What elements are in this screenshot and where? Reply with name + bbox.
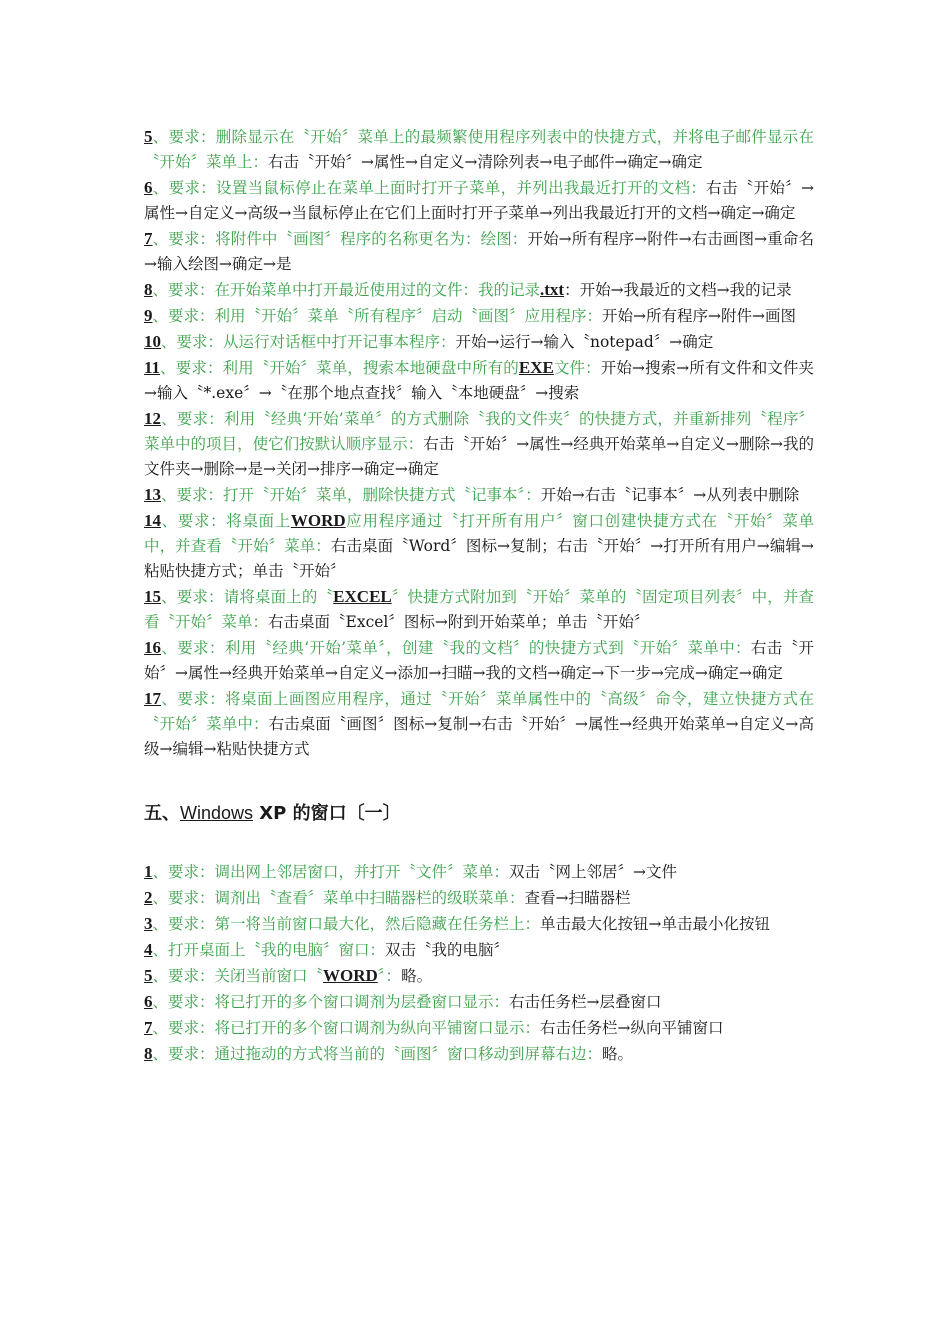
section-heading xyxy=(144,800,814,827)
exercise-requirement: 、要求：在开始菜单中打开最近使用过的文件：我的记录 xyxy=(152,281,541,299)
exercise-requirement: 、要求：删除显示在〝开始〞菜单上的最频繁使用程序列表中的快捷方式，并将电子邮件显示在〝开始〞菜单上： xyxy=(144,128,814,171)
exercise-requirement-continued: 〞快捷方式附加到〝开始〞菜单的〝固定项目列表〞中，并查看〝开始〞菜单： xyxy=(144,588,814,631)
exercise-requirement: 、要求：将桌面上 xyxy=(161,512,291,530)
exercise-requirement: 、要求：利用〝开始〞菜单〝所有程序〞启动〝画图〞应用程序： xyxy=(152,307,603,325)
exercise-number: 17 xyxy=(144,689,161,708)
exercise-answer: 双击〝网上邻居〞→文件 xyxy=(509,863,678,881)
exercise-requirement: 、要求：设置当鼠标停止在菜单上面时打开子菜单，并列出我最近打开的文档： xyxy=(152,179,707,197)
exercise-number: 5 xyxy=(144,966,153,985)
exercise-number: 7 xyxy=(144,229,153,248)
exercise-keyword: WORD xyxy=(323,966,378,985)
exercise-item xyxy=(144,482,814,508)
exercise-item xyxy=(144,1015,814,1041)
exercise-requirement: 、要求：关闭当前窗口〝 xyxy=(152,967,324,985)
section-heading-prefix: 五、 xyxy=(144,803,180,824)
exercise-requirement: 、要求：利用〝经典‘开始’菜单〞，创建〝我的文档〞的快捷方式到〝开始〞菜单中： xyxy=(161,639,751,657)
exercise-item xyxy=(144,1041,814,1067)
exercise-answer: 右击桌面〝Word〞图标→复制；右击〝开始〞→打开所有用户→编辑→粘贴快捷方式；单击〝开始〞 xyxy=(144,537,814,580)
exercise-answer: 右击〝开始〞→属性→自定义→高级→当鼠标停止在它们上面时打开子菜单→列出我最近打开的文档→确定→确定 xyxy=(144,179,814,222)
exercise-requirement: 、要求：打开〝开始〞菜单，删除快捷方式〝记事本〞： xyxy=(161,486,541,504)
exercise-item xyxy=(144,635,814,686)
exercise-item xyxy=(144,584,814,635)
section-heading-suffix: XP 的窗口〔一〕 xyxy=(253,803,401,824)
window-exercise-list xyxy=(144,859,814,1067)
exercise-requirement: 、要求：将桌面上画图应用程序，通过〝开始〞菜单属性中的〝高级〞命令，建立快捷方式在〝开始〞菜单中： xyxy=(144,690,814,733)
exercise-answer: 右击桌面〝画图〞图标→复制→右击〝开始〞→属性→经典开始菜单→自定义→高级→编辑→粘贴快捷方式 xyxy=(144,715,814,758)
exercise-answer: 略。 xyxy=(602,1045,634,1063)
exercise-number: 8 xyxy=(144,280,153,299)
exercise-answer: 双击〝我的电脑〞 xyxy=(385,941,510,959)
exercise-answer: 右击〝开始〞→属性→自定义→清除列表→电子邮件→确定→确定 xyxy=(268,153,703,171)
exercise-requirement: 、要求：利用〝经典‘开始’菜单〞的方式删除〝我的文件夹〞的快捷方式，并重新排列〝程序〞菜单中的项目，使它们按默认顺序显示： xyxy=(144,410,814,453)
exercise-answer: 开始→运行→输入〝notepad〞→确定 xyxy=(455,333,714,351)
exercise-number: 5 xyxy=(144,127,153,146)
exercise-answer: 右击〝开始〞→属性→经典开始菜单→自定义→添加→扫瞄→我的文档→确定→下一步→完成→确定→确定 xyxy=(144,639,814,682)
exercise-number: 8 xyxy=(144,1044,153,1063)
exercise-number: 2 xyxy=(144,888,153,907)
exercise-answer: 开始→所有程序→附件→右击画图→重命名→输入绘图→确定→是 xyxy=(144,230,814,273)
start-menu-exercise-list xyxy=(144,124,814,762)
exercise-answer: 右击〝开始〞→属性→经典开始菜单→自定义→删除→我的文件夹→删除→是→关闭→排序→确定→确定 xyxy=(144,435,814,478)
exercise-item xyxy=(144,124,814,175)
exercise-number: 9 xyxy=(144,306,153,325)
exercise-requirement: 、打开桌面上〝我的电脑〞窗口： xyxy=(152,941,386,959)
exercise-number: 4 xyxy=(144,940,153,959)
exercise-answer: 查看→扫瞄器栏 xyxy=(524,889,631,907)
exercise-answer: 开始→所有程序→附件→画图 xyxy=(602,307,796,325)
exercise-answer: 开始→右击〝记事本〞→从列表中删除 xyxy=(540,486,800,504)
exercise-number: 6 xyxy=(144,178,153,197)
exercise-item xyxy=(144,406,814,482)
exercise-keyword: WORD xyxy=(290,511,346,530)
exercise-requirement: 、要求：从运行对话框中打开记事本程序： xyxy=(161,333,456,351)
exercise-item xyxy=(144,329,814,355)
exercise-answer: 单击最大化按钮→单击最小化按钮 xyxy=(540,915,771,933)
section-heading-windows: Windows xyxy=(180,803,254,823)
exercise-requirement: 、要求：请将桌面上的〝 xyxy=(161,588,334,606)
exercise-item xyxy=(144,686,814,762)
exercise-keyword: EXCEL xyxy=(333,587,392,606)
exercise-item xyxy=(144,277,814,303)
exercise-answer: 开始→搜索→所有文件和文件夹→输入〝*.exe〞→〝在那个地点查找〞输入〝本地硬盘〞→搜索 xyxy=(144,359,814,402)
exercise-keyword: .txt xyxy=(540,280,565,299)
exercise-number: 1 xyxy=(144,862,153,881)
exercise-requirement-continued: 〞： xyxy=(377,967,402,985)
exercise-item xyxy=(144,911,814,937)
exercise-item xyxy=(144,355,814,406)
exercise-number: 14 xyxy=(144,511,161,530)
exercise-number: 13 xyxy=(144,485,161,504)
exercise-requirement: 、要求：将附件中〝画图〞程序的名称更名为：绘图： xyxy=(152,230,528,248)
exercise-answer: ：开始→我最近的文档→我的记录 xyxy=(564,281,792,299)
exercise-item xyxy=(144,885,814,911)
exercise-answer: 略。 xyxy=(401,967,433,985)
exercise-number: 10 xyxy=(144,332,161,351)
exercise-number: 7 xyxy=(144,1018,153,1037)
exercise-number: 16 xyxy=(144,638,161,657)
exercise-requirement: 、要求：利用〝开始〞菜单，搜索本地硬盘中所有的 xyxy=(160,359,519,377)
exercise-number: 11 xyxy=(144,358,161,377)
exercise-item xyxy=(144,963,814,989)
exercise-number: 6 xyxy=(144,992,153,1011)
exercise-keyword: EXE xyxy=(518,358,554,377)
exercise-number: 3 xyxy=(144,914,153,933)
exercise-answer: 右击桌面〝Excel〞图标→附到开始菜单；单击〝开始〞 xyxy=(268,613,650,631)
exercise-number: 12 xyxy=(144,409,161,428)
exercise-requirement: 、要求：调剂出〝查看〞菜单中扫瞄器栏的级联菜单： xyxy=(152,889,525,907)
exercise-requirement: 、要求：通过拖动的方式将当前的〝画图〞窗口移动到屏幕右边： xyxy=(152,1045,603,1063)
exercise-requirement-continued: 应用程序通过〝打开所有用户〞窗口创建快捷方式在〝开始〞菜单中，并查看〝开始〞菜单： xyxy=(144,512,814,555)
exercise-item xyxy=(144,226,814,277)
exercise-requirement-continued: 文件： xyxy=(553,359,601,377)
exercise-item xyxy=(144,859,814,885)
document-page xyxy=(144,124,814,1067)
exercise-number: 15 xyxy=(144,587,161,606)
exercise-requirement: 、要求：将已打开的多个窗口调剂为纵向平铺窗口显示： xyxy=(152,1019,541,1037)
exercise-item xyxy=(144,989,814,1015)
exercise-requirement: 、要求：第一将当前窗口最大化，然后隐藏在任务栏上： xyxy=(152,915,541,933)
exercise-requirement: 、要求：调出网上邻居窗口，并打开〝文件〞菜单： xyxy=(152,863,510,881)
exercise-answer: 右击任务栏→层叠窗口 xyxy=(509,993,662,1011)
exercise-item xyxy=(144,937,814,963)
exercise-item xyxy=(144,508,814,584)
exercise-item xyxy=(144,303,814,329)
exercise-item xyxy=(144,175,814,226)
exercise-answer: 右击任务栏→纵向平铺窗口 xyxy=(540,1019,724,1037)
exercise-requirement: 、要求：将已打开的多个窗口调剂为层叠窗口显示： xyxy=(152,993,510,1011)
